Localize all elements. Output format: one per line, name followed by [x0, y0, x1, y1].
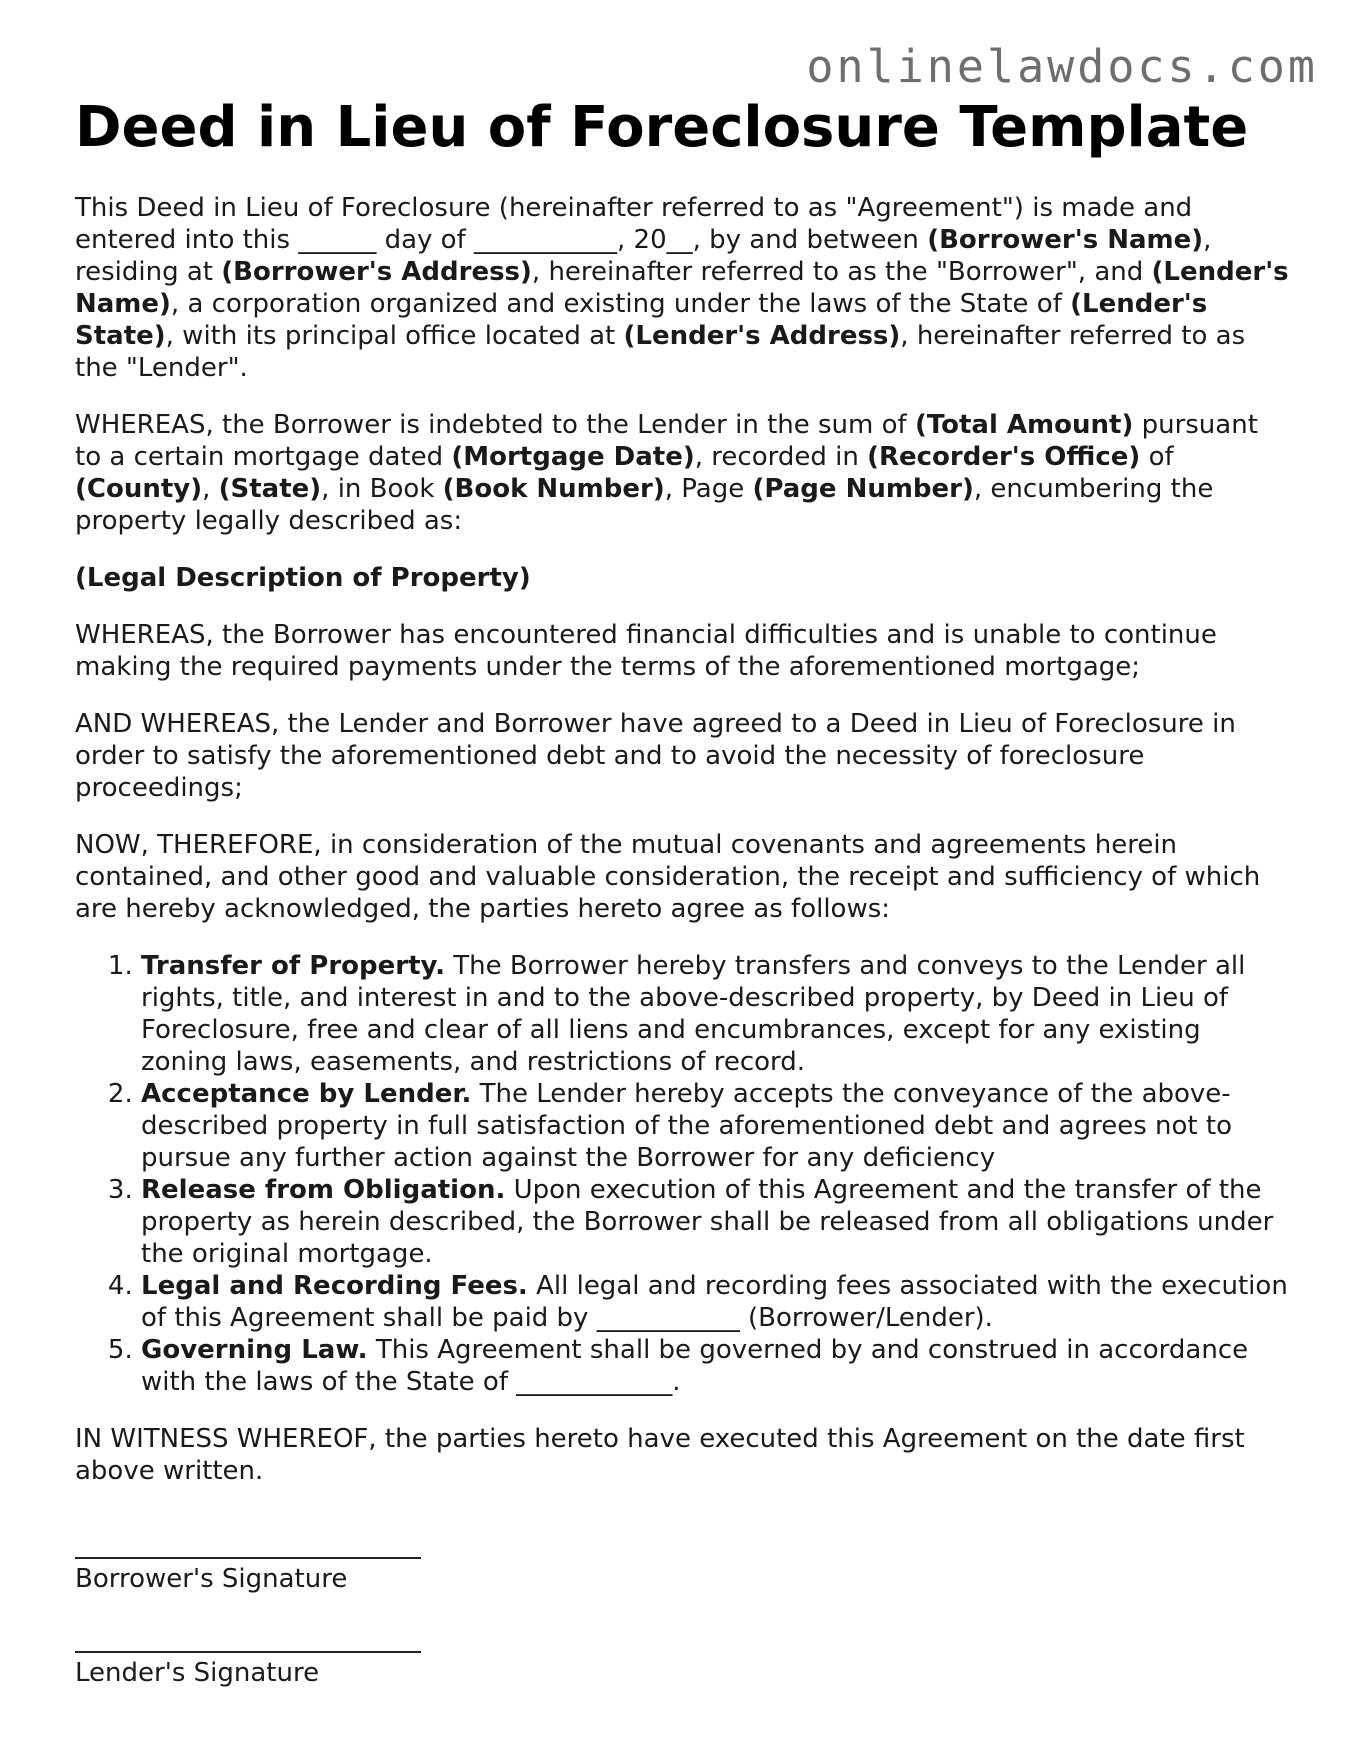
whereas-text: , encumbering the property legally described as:	[75, 474, 1214, 536]
borrower-signature-block	[75, 1545, 1290, 1595]
intro-text: , a corporation organized and existing under the laws of the State of	[170, 289, 1071, 319]
whereas-text: ,	[202, 474, 219, 504]
intro-paragraph	[75, 192, 1290, 384]
clause-item	[141, 950, 1290, 1078]
clause-heading: Acceptance by Lender.	[141, 1079, 472, 1109]
clause-text: The Lender hereby accepts the conveyance of the above-described property in full satisfaction of the aforementioned debt and agrees not to pursue any further action against the Borrower for any deficiency	[141, 1079, 1232, 1173]
total-amount-placeholder: (Total Amount)	[914, 410, 1134, 440]
intro-text: , hereinafter referred to as the "Lender".	[75, 321, 1246, 383]
now-therefore-paragraph: NOW, THEREFORE, in consideration of the mutual covenants and agreements herein contained, and other good and valuable consideration, the receipt and sufficiency of which are hereby acknowledged, the parties hereto agree as follows:	[75, 830, 1261, 924]
clause-heading: Governing Law.	[141, 1335, 368, 1365]
clause-item	[141, 1270, 1290, 1334]
clause-item	[141, 1174, 1290, 1270]
whereas-text: of	[1140, 442, 1174, 472]
lender-name-placeholder: (Lender's Name)	[75, 257, 1289, 319]
clause-item	[141, 1078, 1290, 1174]
lender-signature-block	[75, 1639, 1290, 1689]
clause-text: The Borrower hereby transfers and conveys to the Lender all rights, title, and interest in and to the above-described property, by Deed in Lieu of Foreclosure, free and clear of all liens and encumbrances, except for any existing zoning laws, easements, and restrictions of record.	[141, 951, 1246, 1077]
clause-text: This Agreement shall be governed by and construed in accordance with the laws of the State of ____________.	[141, 1335, 1249, 1397]
clause-text: All legal and recording fees associated with the execution of this Agreement shall be paid by ___________ (Borrower/Lender).	[141, 1271, 1288, 1333]
witness-paragraph: IN WITNESS WHEREOF, the parties hereto have executed this Agreement on the date first above written.	[75, 1424, 1245, 1486]
clause-heading: Legal and Recording Fees.	[141, 1271, 528, 1301]
clause-item	[141, 1334, 1290, 1398]
whereas-text: pursuant to a certain mortgage dated	[75, 410, 1258, 472]
mortgage-date-placeholder: (Mortgage Date)	[451, 442, 695, 472]
lender-signature-label: Lender's Signature	[75, 1658, 320, 1688]
recorders-office-placeholder: (Recorder's Office)	[867, 442, 1141, 472]
legal-description-paragraph	[75, 562, 1290, 594]
borrower-name-placeholder: (Borrower's Name)	[927, 225, 1204, 255]
intro-text: This Deed in Lieu of Foreclosure (hereinafter referred to as "Agreement") is made and entered into this ______ day of ___________, 20__, by and between	[75, 193, 1193, 255]
legal-description-placeholder: (Legal Description of Property)	[75, 563, 531, 593]
borrower-signature-line[interactable]	[75, 1545, 421, 1559]
whereas-text: , Page	[664, 474, 753, 504]
borrower-signature-label: Borrower's Signature	[75, 1564, 348, 1594]
whereas-text: WHEREAS, the Borrower is indebted to the Lender in the sum of	[75, 410, 915, 440]
whereas-text: , recorded in	[694, 442, 868, 472]
whereas-difficulties-paragraph: WHEREAS, the Borrower has encountered financial difficulties and is unable to continue making the required payments under the terms of the aforementioned mortgage;	[75, 620, 1217, 682]
lender-signature-line[interactable]	[75, 1639, 421, 1653]
intro-text: , residing at	[75, 225, 1212, 287]
state-placeholder: (State)	[218, 474, 322, 504]
borrower-address-placeholder: (Borrower's Address)	[221, 257, 532, 287]
lender-state-placeholder: (Lender's State)	[75, 289, 1208, 351]
clauses-list	[75, 950, 1290, 1398]
book-number-placeholder: (Book Number)	[442, 474, 665, 504]
clause-heading: Transfer of Property.	[141, 951, 445, 981]
whereas-agreed-paragraph: AND WHEREAS, the Lender and Borrower have agreed to a Deed in Lieu of Foreclosure in order to satisfy the aforementioned debt and to avoid the necessity of foreclosure proceedings;	[75, 709, 1236, 803]
whereas-text: , in Book	[321, 474, 443, 504]
clause-heading: Release from Obligation.	[141, 1175, 506, 1205]
page-number-placeholder: (Page Number)	[752, 474, 974, 504]
watermark: onlinelawdocs.com	[806, 40, 1318, 93]
intro-text: , with its principal office located at	[165, 321, 624, 351]
document-page	[75, 94, 1290, 1733]
whereas-indebted-paragraph	[75, 409, 1290, 537]
intro-text: , hereinafter referred to as the "Borrower", and	[531, 257, 1152, 287]
document-title: Deed in Lieu of Foreclosure Template	[75, 95, 1249, 160]
clause-text: Upon execution of this Agreement and the transfer of the property as herein described, the Borrower shall be released from all obligations under the original mortgage.	[141, 1175, 1274, 1269]
lender-address-placeholder: (Lender's Address)	[623, 321, 901, 351]
county-placeholder: (County)	[75, 474, 203, 504]
